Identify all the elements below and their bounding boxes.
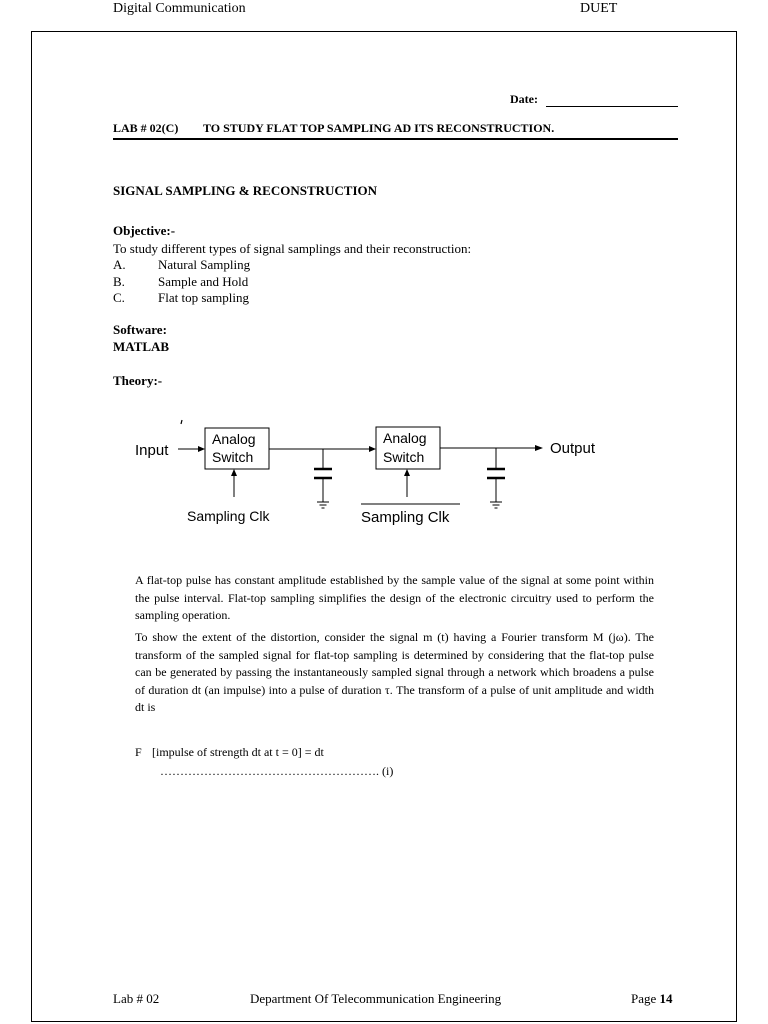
list-item <box>113 257 250 274</box>
clk-1-arrowhead <box>231 469 237 476</box>
list-item <box>113 290 250 307</box>
clk-1-label: Sampling Clk <box>187 508 270 524</box>
input-arrowhead <box>198 446 205 452</box>
lab-title <box>113 121 678 140</box>
equation-text: [impulse of strength dt at t = 0] = dt <box>152 745 324 759</box>
footer-department: Department Of Telecommunication Engineering <box>250 991 502 1006</box>
equation-number: ………………………………………………. (i) <box>160 764 394 778</box>
list-item <box>113 274 250 291</box>
software-value: MATLAB <box>113 339 170 354</box>
input-label: Input <box>135 442 169 459</box>
sampling-block-diagram <box>125 412 625 537</box>
list-item-marker: B. <box>113 273 125 289</box>
switch-2-line-2: Switch <box>383 449 425 465</box>
switch-1-line-2: Switch <box>212 449 254 465</box>
date-label: Date: <box>510 92 538 106</box>
mid-arrowhead <box>369 446 376 452</box>
header-institution: DUET <box>580 1 618 16</box>
list-item-marker: C. <box>113 290 125 305</box>
theory-paragraph-1: A flat-top pulse has constant amplitude established by the sample value of the signal at some point within the pulse interval. Flat-top sampling simplifies the design of the electronic circuitry used to perform the sampling operation. <box>135 573 654 622</box>
header-course-title: Digital Communication <box>113 1 246 16</box>
page-number: 14 <box>659 991 673 1006</box>
objective-intro: To study different types of signal samplings and their reconstruction: <box>113 241 472 256</box>
objective-list <box>113 257 250 307</box>
switch-1-line-1: Analog <box>212 431 256 447</box>
fourier-symbol: F <box>135 745 142 759</box>
lab-number: LAB # 02(C) <box>113 121 179 135</box>
stray-mark <box>181 420 182 424</box>
objective-heading: Objective:- <box>113 223 176 238</box>
switch-2-line-1: Analog <box>383 430 427 446</box>
output-label: Output <box>550 440 596 457</box>
clk-2-arrowhead <box>404 469 410 476</box>
footer-page <box>631 991 673 1007</box>
footer-lab-number: Lab # 02 <box>113 991 160 1006</box>
date-blank-line <box>546 95 678 107</box>
output-arrowhead <box>535 445 543 451</box>
software-heading: Software: <box>113 322 167 337</box>
clk-2-label: Sampling Clk <box>361 509 450 526</box>
equation-line <box>135 745 324 760</box>
list-item-marker: A. <box>113 257 126 272</box>
date-row <box>510 92 678 107</box>
theory-paragraph-2: To show the extent of the distortion, consider the signal m (t) having a Fourier transform M (jω). The transform of the sampled signal for flat-top sampling is determined by considering that the flat-top pulse can be generated by passing the instantaneously sampled signal through a network which broadens a pulse of duration dt (an impulse) into a pulse of duration τ. The transform of a pulse of unit amplitude and width dt is <box>135 630 654 714</box>
list-item-text: Natural Sampling <box>158 257 251 272</box>
list-item-text: Sample and Hold <box>158 273 249 289</box>
section-heading: SIGNAL SAMPLING & RECONSTRUCTION <box>113 183 378 198</box>
footer-page-word: Page <box>631 991 657 1006</box>
lab-title-text: TO STUDY FLAT TOP SAMPLING AD ITS RECONSTRUCTION. <box>203 121 555 135</box>
theory-heading: Theory:- <box>113 373 163 388</box>
list-item-text: Flat top sampling <box>158 290 249 305</box>
